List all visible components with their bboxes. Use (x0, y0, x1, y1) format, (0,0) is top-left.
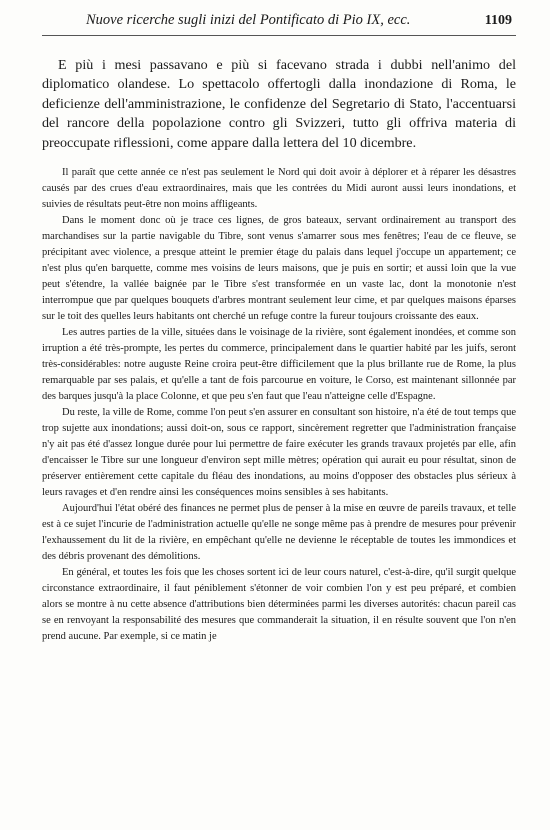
quote-paragraph: Il paraît que cette année ce n'est pas seulement le Nord qui doit avoir à déplorer et à réparer les désastres causés par des crues d'eau extraordinaires, mais que les contrées du Midi auront aussi leurs inondations, et suivies de résultats peut-être non moins affligeants. (42, 167, 516, 211)
quote-paragraph: Dans le moment donc où je trace ces lignes, de gros bateaux, servant ordinairement au transport des marchandises sur la partie navigable du Tibre, sont venus s'amarrer sous mes fenêtres; l'eau de ce fleuve, se précipitant avec violence, a presque atteint le premier étage du palais dans lequel j'occupe un appartement; ce n'est plus qu'en barquette, comme mes voisins de leurs maisons, que je puis en sortir; et aussi loin que la vue peut s'étendre, la vallée baignée par le Tibre s'est transformée en un vaste lac, dont la monotonie n'est interrompue que par quelques bouquets d'arbres montrant seulement leur cime, et par quelques maisons éparses sur le toit des quelles leurs habitants ont cherché un refuge contre la fureur toujours croissante des eaux. (42, 215, 516, 323)
quote-paragraph: En général, et toutes les fois que les choses sortent ici de leur cours naturel, c'est-à-dire, qu'il surgit quelque circonstance extraordinaire, il faut péniblement s'étonner de voir combien l'on y est peu préparé, et combien alors se montre à nu cette absence d'attributions bien déterminées parmi les diverses autorités: chacun pareil cas se en renvoyant la responsabilité des mesures que commanderait la situation, il en résulte souvent que l'on n'en prend aucune. Par exemple, si ce matin je (42, 567, 516, 643)
quoted-letter (42, 165, 516, 645)
quote-paragraph: Les autres parties de la ville, situées dans le voisinage de la rivière, sont également inondées, et comme son irruption a été très-prompte, les pertes du commerce, principalement dans le quartier habité par les juifs, seront très-considérables: notre auguste Reine croira peut-être difficilement que la plus brillante rue de Rome, la plus remarquable par ses palais, et qu'elle a tant de fois parcourue en voiture, le Corso, est maintenant sillonnée par des barques jusqu'à la place Colonne, et que peu s'en faut que l'eau n'atteigne celle d'Espagne. (42, 327, 516, 403)
intro-paragraph: E più i mesi passavano e più si facevano strada i dubbi nell'animo del diplomatico olandese. Lo spettacolo offertogli dalla inondazione di Roma, le deficienze dell'amministrazione, le confidenze del Segretario di Stato, l'accentuarsi del rancore della popolazione contro gli Svizzeri, tutto gli offriva materia di preoccupate riflessioni, come appare dalla lettera del 10 dicembre. (42, 57, 516, 151)
quote-paragraph: Du reste, la ville de Rome, comme l'on peut s'en assurer en consultant son histoire, n'a été de tout temps que trop sujette aux inondations; aussi doit-on, sous ce rapport, sincèrement regretter que l'administration française n'y ait pas été d'assez longue durée pour lui permettre de faire exécuter les grands travaux projetés par elle, afin d'encaisser le Tibre sur une longueur d'environ sept mille mètres; opération qui aurait eu pour résultat, sinon de préserver entièrement cette capitale du fléau des inondations, au moins d'opposer des obstacles plus sérieux à leurs ravages et d'en rendre ainsi les conséquences moins sensibles à ses habitants. (42, 407, 516, 499)
quote-paragraph: Aujourd'hui l'état obéré des finances ne permet plus de penser à la mise en œuvre de pareils travaux, et telle est à ce sujet l'incurie de l'administration actuelle qu'elle ne songe même pas à prendre de mesures pour prévenir l'exhaussement du lit de la rivière, en empêchant qu'elle ne devienne le réceptable de toutes les immondices et des débris provenant des démolitions. (42, 503, 516, 563)
running-header (42, 12, 516, 36)
running-title: Nuove ricerche sugli inizi del Pontificato di Pio IX, ecc. (86, 12, 411, 28)
page-number: 1109 (484, 13, 512, 28)
